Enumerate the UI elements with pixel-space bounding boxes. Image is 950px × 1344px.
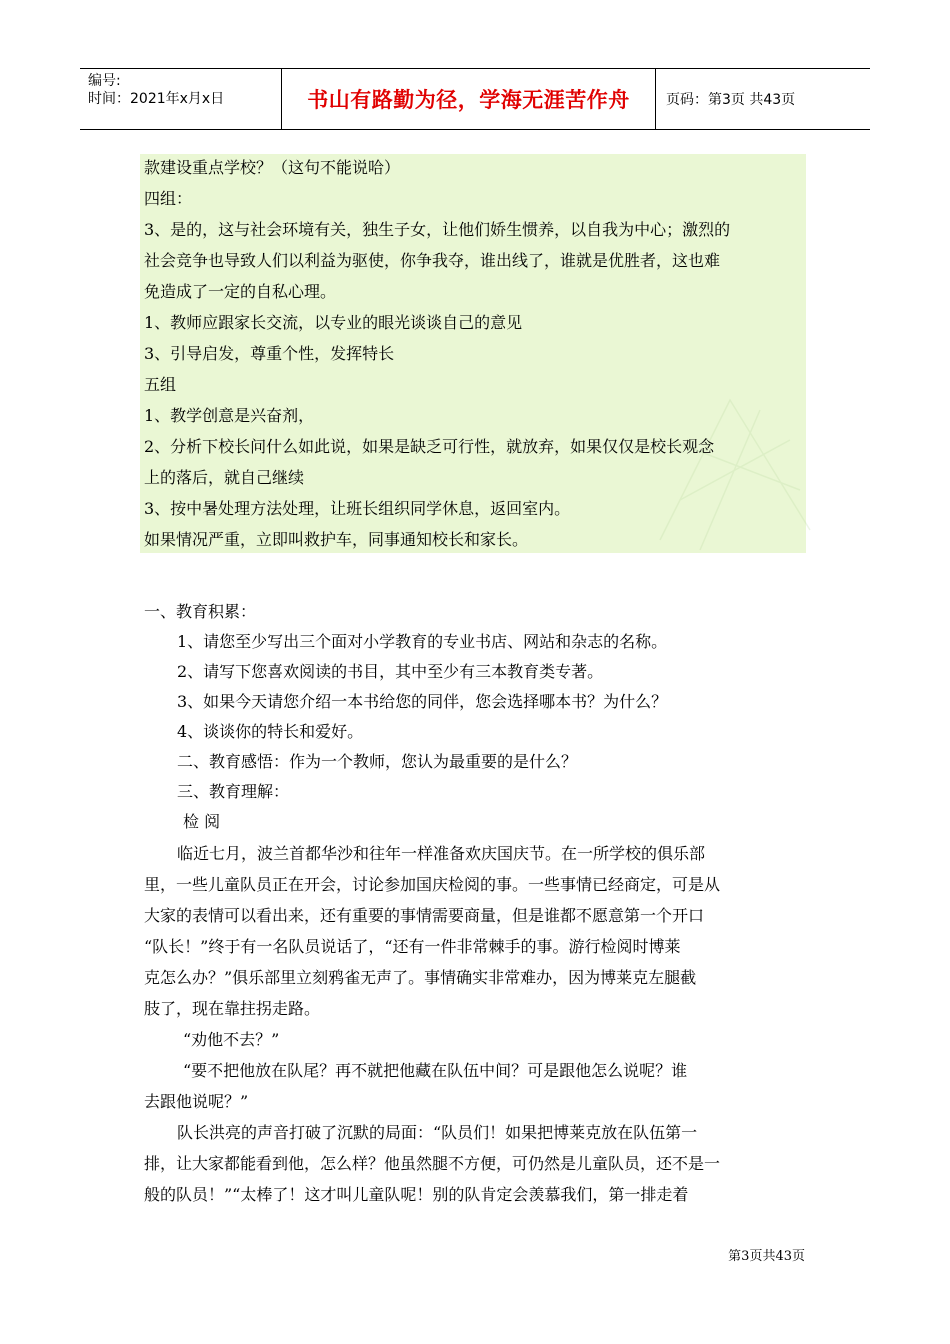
body-line: 1、请您至少写出三个面对小学教育的专业书店、网站和杂志的名称。 xyxy=(177,632,668,651)
hl-line: 款建设重点学校？（这句不能说哈） xyxy=(144,158,401,177)
hl-line: 3、按中暑处理方法处理，让班长组织同学休息，返回室内。 xyxy=(144,499,571,518)
page-header xyxy=(80,68,870,130)
hl-line: 如果情况严重，立即叫救护车，同事通知校长和家长。 xyxy=(144,530,529,549)
body-line: “要不把他放在队尾？再不就把他藏在队伍中间？可是跟他怎么说呢？谁 xyxy=(183,1061,688,1080)
body-line: 克怎么办？”俱乐部里立刻鸦雀无声了。事情确实非常难办，因为博莱克左腿截 xyxy=(144,968,697,987)
body-line: 临近七月，波兰首都华沙和往年一样准备欢庆国庆节。在一所学校的俱乐部 xyxy=(177,844,706,863)
section-heading: 三、教育理解： xyxy=(177,782,290,801)
hl-line: 社会竞争也导致人们以利益为驱使，你争我夺，谁出线了，谁就是优胜者，这也难 xyxy=(144,251,721,270)
time-label: 时间：2021年x月x日 xyxy=(88,91,225,107)
page-info: 页码：第3页 共43页 xyxy=(666,92,796,108)
body-line: 4、谈谈你的特长和爱好。 xyxy=(177,722,364,741)
hl-line: 3、引导启发，尊重个性，发挥特长 xyxy=(144,344,395,363)
story-title: 检 阅 xyxy=(183,812,221,831)
hl-line: 免造成了一定的自私心理。 xyxy=(144,282,337,301)
body-line: 肢了，现在靠拄拐走路。 xyxy=(144,999,321,1018)
hl-line: 四组： xyxy=(144,189,193,208)
page-footer: 第3页共43页 xyxy=(728,1249,805,1264)
body-line: 般的队员！”“太棒了！这才叫儿童队呢！别的队肯定会羡慕我们，第一排走着 xyxy=(144,1185,689,1204)
body-line: 排，让大家都能看到他，怎么样？他虽然腿不方便，可仍然是儿童队员，还不是一 xyxy=(144,1154,721,1173)
body-line: 里，一些儿童队员正在开会，讨论参加国庆检阅的事。一些事情已经商定，可是从 xyxy=(144,875,721,894)
body-line: 3、如果今天请您介绍一本书给您的同伴，您会选择哪本书？为什么？ xyxy=(177,692,668,711)
hl-line: 1、教师应跟家长交流，以专业的眼光谈谈自己的意见 xyxy=(144,313,523,332)
body-line: 2、请写下您喜欢阅读的书目，其中至少有三本教育类专著。 xyxy=(177,662,604,681)
body-line: 去跟他说呢？” xyxy=(144,1092,249,1111)
hl-line: 五组 xyxy=(144,375,177,394)
header-motto-cell xyxy=(282,69,656,129)
watermark-pattern-icon xyxy=(640,380,830,570)
section-heading: 二、教育感悟：作为一个教师，您认为最重要的是什么？ xyxy=(177,752,578,771)
body-line: 队长洪亮的声音打破了沉默的局面：“队员们！如果把博莱克放在队伍第一 xyxy=(177,1123,698,1142)
motto-text: 书山有路勤为径，学海无涯苦作舟 xyxy=(307,88,630,112)
hl-line: 1、教学创意是兴奋剂， xyxy=(144,406,315,425)
body-line: “劝他不去？” xyxy=(183,1030,280,1049)
body-line: “队长！”终于有一名队员说话了，“还有一件非常棘手的事。游行检阅时博莱 xyxy=(144,937,681,956)
hl-line: 上的落后，就自己继续 xyxy=(144,468,305,487)
hl-line: 3、是的，这与社会环境有关，独生子女，让他们娇生惯养，以自我为中心；激烈的 xyxy=(144,220,731,239)
header-meta xyxy=(80,69,282,129)
section-heading: 一、教育积累： xyxy=(144,602,257,621)
code-label: 编号: xyxy=(88,73,121,89)
hl-line: 2、分析下校长问什么如此说，如果是缺乏可行性，就放弃，如果仅仅是校长观念 xyxy=(144,437,715,456)
body-line: 大家的表情可以看出来，还有重要的事情需要商量，但是谁都不愿意第一个开口 xyxy=(144,906,705,925)
